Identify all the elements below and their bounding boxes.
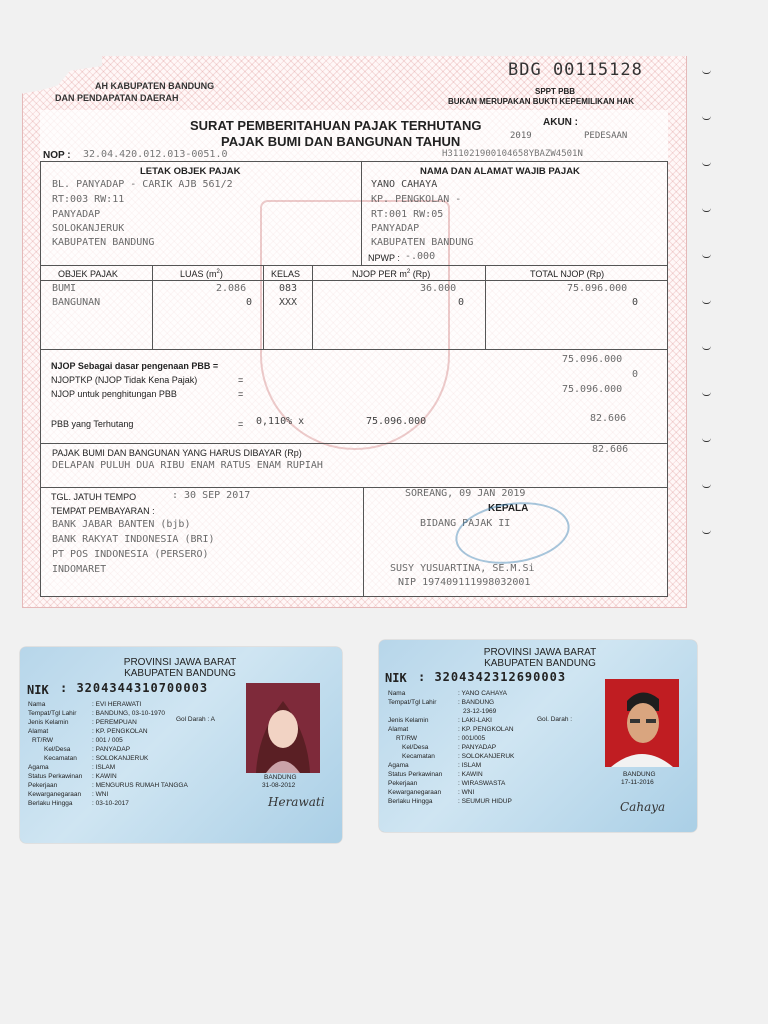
ktp-field-value: : YANO CAHAYA xyxy=(458,690,508,697)
nik-value: : 3204344310700003 xyxy=(60,681,209,695)
hole-mark xyxy=(702,254,711,258)
njop-dasar-value: 75.096.000 xyxy=(562,354,623,365)
hole-mark xyxy=(702,484,711,488)
hole-mark xyxy=(702,208,711,212)
npwp-value: -.000 xyxy=(405,251,436,262)
ktp-field-label: Tempat/Tgl Lahir xyxy=(388,699,437,706)
rule xyxy=(363,487,364,596)
letak-line: KABUPATEN BANDUNG xyxy=(52,237,155,248)
nik-label: NIK xyxy=(385,671,407,685)
hole-mark xyxy=(702,116,711,120)
row-objek: BANGUNAN xyxy=(52,297,101,308)
ktp-field-value: : 03-10-2017 xyxy=(92,800,129,807)
tax-year: 2019 xyxy=(510,131,532,141)
issue-date: 17-11-2016 xyxy=(621,779,654,786)
area-type: PEDESAAN xyxy=(584,131,628,141)
hole-mark xyxy=(702,392,711,396)
njop-dasar-label: NJOP Sebagai dasar pengenaan PBB = xyxy=(51,361,219,371)
njop-hitung-value: 75.096.000 xyxy=(562,384,623,395)
org-line-2: DAN PENDAPATAN DAERAH xyxy=(55,93,179,103)
wp-line: KP. PENGKOLAN - xyxy=(371,194,462,205)
signature-right: Cahaya xyxy=(620,800,666,814)
akun-label: AKUN : xyxy=(543,117,578,128)
hole-mark xyxy=(702,530,711,534)
kepala-label: KEPALA xyxy=(488,503,529,514)
letak-line: SOLOKANJERUK xyxy=(52,223,125,234)
ktp-field-value: : WNI xyxy=(92,791,109,798)
photo-right xyxy=(605,679,679,767)
njoptkp-value: 0 xyxy=(632,369,639,380)
tempat-line: BANK JABAR BANTEN (bjb) xyxy=(52,519,191,530)
sppt-label: SPPT PBB xyxy=(535,87,576,96)
rule xyxy=(40,161,668,162)
equals-sign: = xyxy=(238,375,244,385)
ktp-field-value: : ISLAM xyxy=(92,764,116,771)
ktp-province: PROVINSI JAWA BARAT xyxy=(483,647,597,658)
tempat-line: INDOMARET xyxy=(52,564,107,575)
rule xyxy=(40,349,668,350)
letak-line: RT:003 RW:11 xyxy=(52,194,125,205)
ktp-field-label: Kecamatan xyxy=(44,755,77,762)
ktp-field-value: : 001/005 xyxy=(458,735,486,742)
rule xyxy=(40,265,668,266)
letak-line: BL. PANYADAP - CARIK AJB 561/2 xyxy=(52,179,233,190)
ktp-field-value: : BANDUNG, 03-10-1970 xyxy=(92,710,165,717)
ktp-field-label: Status Perkawinan xyxy=(28,773,83,780)
issue-date: 31-08-2012 xyxy=(262,782,296,789)
equals-sign: = xyxy=(238,419,244,429)
ktp-field-value: 23-12-1969 xyxy=(463,708,497,715)
njop-hitung-label: NJOP untuk penghitungan PBB xyxy=(51,389,177,399)
pbb-label: PBB yang Terhutang xyxy=(51,419,134,429)
hole-mark xyxy=(702,70,711,74)
hole-mark xyxy=(702,300,711,304)
hole-mark xyxy=(702,346,711,350)
njoptkp-label: NJOPTKP (NJOP Tidak Kena Pajak) xyxy=(51,375,198,385)
ktp-field-label: Nama xyxy=(28,701,46,708)
ktp-field-value: : KP. PENGKOLAN xyxy=(458,726,514,733)
letak-header: LETAK OBJEK PAJAK xyxy=(140,166,241,177)
ktp-field-label: RT/RW xyxy=(32,737,54,744)
rule xyxy=(667,161,668,596)
nop-label: NOP : xyxy=(43,150,71,161)
hole-mark xyxy=(702,438,711,442)
rule xyxy=(40,443,668,444)
row-luas: 0 xyxy=(246,297,253,308)
ktp-field-label: Berlaku Hingga xyxy=(28,800,73,807)
row-kelas: XXX xyxy=(279,297,298,308)
ktp-field-label: Nama xyxy=(388,690,406,697)
col-total: TOTAL NJOP (Rp) xyxy=(530,269,605,279)
ktp-field-value: : WIRASWASTA xyxy=(458,780,506,787)
bidang-label: BIDANG PAJAK II xyxy=(420,518,511,529)
tempat-line: BANK RAKYAT INDONESIA (BRI) xyxy=(52,534,215,545)
ktp-field-value: : ISLAM xyxy=(458,762,482,769)
row-objek: BUMI xyxy=(52,283,77,294)
ktp-field-label: Jenis Kelamin xyxy=(388,717,429,724)
wp-line: YANO CAHAYA xyxy=(371,179,438,190)
ktp-field-label: Pekerjaan xyxy=(388,780,418,787)
row-total: 0 xyxy=(632,297,639,308)
rule xyxy=(40,161,41,596)
col-luas: LUAS $(m^2)$ xyxy=(180,269,223,279)
ktp-regency: KABUPATEN BANDUNG xyxy=(484,658,596,669)
ktp-field-label: Tempat/Tgl Lahir xyxy=(28,710,77,717)
col-objek: OBJEK PAJAK xyxy=(58,269,118,279)
row-luas: 2.086 xyxy=(216,283,247,294)
form-title: SURAT PEMBERITAHUAN PAJAK TERHUTANG xyxy=(190,118,482,133)
row-njop: 0 xyxy=(458,297,465,308)
rule xyxy=(40,487,668,488)
wp-line: RT:001 RW:05 xyxy=(371,209,444,220)
issue-place: BANDUNG xyxy=(264,774,297,781)
rule xyxy=(485,265,486,349)
rule xyxy=(152,265,153,349)
ktp-field-value: : EVI HERAWATI xyxy=(92,701,142,708)
signer-name: SUSY YUSUARTINA, SE.M.Si xyxy=(390,563,535,574)
ktp-field-label: Alamat xyxy=(28,728,49,735)
pbb-base: 75.096.000 xyxy=(366,416,427,427)
ktp-field-label: Status Perkawinan xyxy=(388,771,443,778)
row-total: 75.096.000 xyxy=(567,283,628,294)
pbb-value: 82.606 xyxy=(590,413,627,424)
terbilang: DELAPAN PULUH DUA RIBU ENAM RATUS ENAM RUPIAH xyxy=(52,460,323,471)
tempo-value: : 30 SEP 2017 xyxy=(172,490,251,501)
ktp-field-label: Jenis Kelamin xyxy=(28,719,69,726)
pbb-rate: 0,110% x xyxy=(256,416,305,427)
ktp-field-value: : KAWIN xyxy=(458,771,483,778)
ktp-field-value: : KAWIN xyxy=(92,773,117,780)
row-njop: 36.000 xyxy=(420,283,457,294)
ktp-field-value: : SEUMUR HIDUP xyxy=(458,798,512,805)
ktp-province: PROVINSI JAWA BARAT xyxy=(123,657,237,668)
ktp-field-value: : SOLOKANJERUK xyxy=(92,755,149,762)
nop-value: 32.04.420.012.013-0051.0 xyxy=(83,149,228,160)
ktp-field-value: : WNI xyxy=(458,789,475,796)
equals-sign: = xyxy=(238,389,244,399)
ktp-field-label: Kewarganegaraan xyxy=(388,789,442,796)
torn-edge xyxy=(100,44,700,56)
ktp-blood-type: Gol Darah : A xyxy=(176,716,216,723)
rule xyxy=(361,161,362,265)
npwp-label: NPWP : xyxy=(368,253,400,263)
rule xyxy=(263,265,264,349)
rule xyxy=(312,265,313,349)
ktp-field-label: Berlaku Hingga xyxy=(388,798,433,805)
harus-value: 82.606 xyxy=(592,444,629,455)
wp-line: PANYADAP xyxy=(371,223,420,234)
ktp-field-value: : SOLOKANJERUK xyxy=(458,753,515,760)
ktp-field-label: Agama xyxy=(388,762,409,769)
ktp-field-value: : MENGURUS RUMAH TANGGA xyxy=(92,782,188,789)
org-line-1: AH KABUPATEN BANDUNG xyxy=(95,81,215,91)
ktp-field-value: : PEREMPUAN xyxy=(92,719,137,726)
ktp-field-value: : PANYADAP xyxy=(92,746,131,753)
nik-label: NIK xyxy=(27,683,49,697)
wp-line: KABUPATEN BANDUNG xyxy=(371,237,474,248)
place-date: SOREANG, 09 JAN 2019 xyxy=(405,488,526,499)
ktp-field-label: Kewarganegaraan xyxy=(28,791,82,798)
ktp-field-label: Kel/Desa xyxy=(402,744,429,751)
col-kelas: KELAS xyxy=(271,269,301,279)
row-kelas: 083 xyxy=(279,283,298,294)
letak-line: PANYADAP xyxy=(52,209,101,220)
ktp-field-label: Kel/Desa xyxy=(44,746,71,753)
serial-number: BDG 00115128 xyxy=(508,60,643,80)
rule xyxy=(40,596,668,597)
ktp-field-label: Alamat xyxy=(388,726,409,733)
ktp-field-value: : 001 / 005 xyxy=(92,737,123,744)
harus-label: PAJAK BUMI DAN BANGUNAN YANG HARUS DIBAYAR (Rp) xyxy=(52,448,302,458)
issue-place: BANDUNG xyxy=(623,771,656,778)
ktp-blood-type: Gol. Darah : xyxy=(537,716,573,723)
col-njop: NJOP PER $m^2$ (Rp) xyxy=(352,269,431,279)
ktp-field-label: Agama xyxy=(28,764,49,771)
ownership-disclaimer: BUKAN MERUPAKAN BUKTI KEPEMILIKAN HAK xyxy=(448,97,635,106)
document-code: H311021900104658YBAZW4501N xyxy=(442,149,583,159)
wp-header: NAMA DAN ALAMAT WAJIB PAJAK xyxy=(420,166,580,177)
hole-mark xyxy=(702,162,711,166)
ktp-field-label: Pekerjaan xyxy=(28,782,58,789)
ktp-field-label: Kecamatan xyxy=(402,753,435,760)
form-subtitle: PAJAK BUMI DAN BANGUNAN TAHUN xyxy=(221,134,461,149)
tempat-label: TEMPAT PEMBAYARAN : xyxy=(51,506,155,516)
signer-nip: NIP 197409111998032001 xyxy=(398,577,531,588)
photo-left xyxy=(246,683,320,773)
ktp-regency: KABUPATEN BANDUNG xyxy=(124,668,236,679)
ktp-field-value: : KP. PENGKOLAN xyxy=(92,728,148,735)
tempo-label: TGL. JATUH TEMPO xyxy=(51,492,137,502)
ktp-field-label: RT/RW xyxy=(396,735,418,742)
ktp-field-value: : PANYADAP xyxy=(458,744,497,751)
ktp-field-value: : LAKI-LAKI xyxy=(458,717,492,724)
nik-value: : 3204342312690003 xyxy=(418,670,567,684)
signature-left: Herawati xyxy=(268,795,325,809)
ktp-field-value: : BANDUNG xyxy=(458,699,495,706)
tempat-line: PT POS INDONESIA (PERSERO) xyxy=(52,549,209,560)
rule xyxy=(40,280,668,281)
